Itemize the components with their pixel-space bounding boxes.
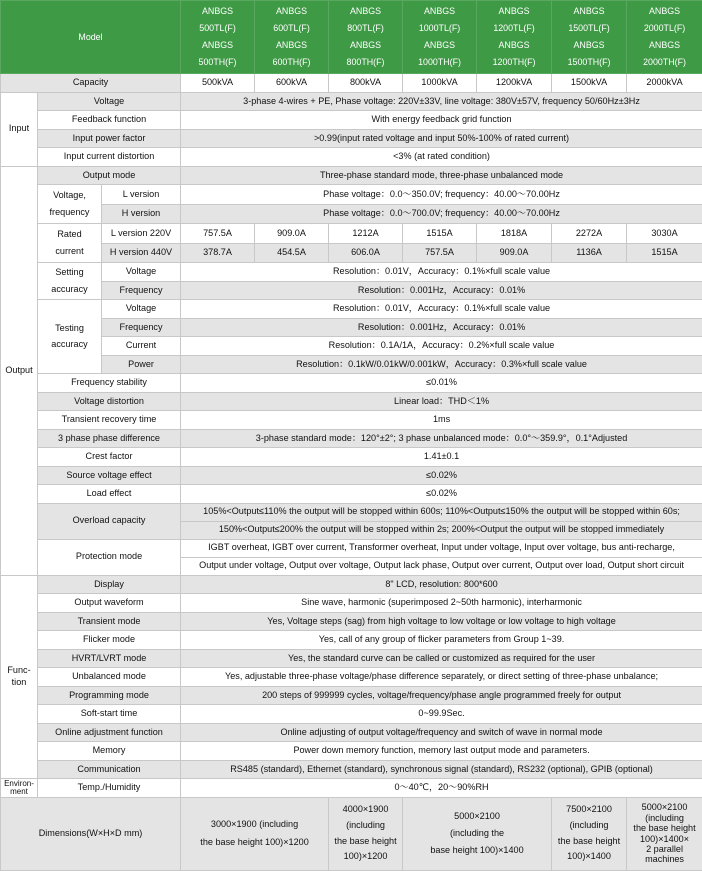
temp-label: Temp./Humidity [38,779,181,798]
volt-distortion-value: Linear load：THD＜1% [181,392,702,411]
model-header-row [1,1,702,74]
crest-row [1,448,702,467]
unbalanced-label: Unbalanced mode [38,668,181,687]
rated-current-l-row [1,224,702,244]
input-distortion-label: Input current distortion [38,148,181,167]
transient-row [1,411,702,430]
waveform-label: Output waveform [38,594,181,613]
rated-h-label: H version 440V [102,243,181,263]
capacity-value: 500kVA [181,74,255,93]
flicker-value: Yes, call of any group of flicker parameters from Group 1~39. [181,631,702,650]
capacity-label: Capacity [1,74,181,93]
model-cell: ANBGS 800TL(F) ANBGS 800TH(F) [329,1,403,74]
testing-current-label: Current [102,337,181,356]
input-distortion-row [1,148,702,167]
memory-row [1,742,702,761]
testing-voltage-label: Voltage [102,300,181,319]
setting-accuracy-label: Setting accuracy [38,263,102,300]
temp-row [1,779,702,798]
power-factor-value: >0.99(input rated voltage and input 50%-100% of rated current) [181,129,702,148]
setting-voltage-label: Voltage [102,263,181,282]
protection-line-1: IGBT overheat, IGBT over current, Transformer overheat, Input under voltage, Input over voltage, bus anti-recharge, [181,539,702,557]
model-cell: ANBGS 500TL(F) ANBGS 500TH(F) [181,1,255,74]
memory-value: Power down memory function, memory last output mode and parameters. [181,742,702,761]
rated-l-value: 1212A [329,224,403,244]
dimensions-value: 7500×2100 (including the base height 100)×1400 [552,797,627,870]
testing-power-label: Power [102,355,181,374]
capacity-value: 1200kVA [477,74,552,93]
transient-mode-label: Transient mode [38,612,181,631]
online-adj-label: Online adjustment function [38,723,181,742]
rated-current-h-row [1,243,702,263]
source-effect-label: Source voltage effect [38,466,181,485]
model-cell: ANBGS 1500TL(F) ANBGS 1500TH(F) [552,1,627,74]
l-version-value: Phase voltage：0.0～350.0V; frequency：40.00～70.00Hz [181,185,702,205]
testing-frequency-value: Resolution：0.001Hz，Accuracy：0.01% [181,318,702,337]
programming-label: Programming mode [38,686,181,705]
unbalanced-value: Yes, adjustable three-phase voltage/phase difference separately, or direct setting of three-phase unbalance; [181,668,702,687]
programming-value: 200 steps of 999999 cycles, voltage/frequency/phase angle programmed freely for output [181,686,702,705]
transient-label: Transient recovery time [38,411,181,430]
setting-frequency-row [1,281,702,300]
output-mode-value: Three-phase standard mode, three-phase unbalanced mode [181,166,702,185]
model-cell: ANBGS 600TL(F) ANBGS 600TH(F) [255,1,329,74]
freq-stability-label: Frequency stability [38,374,181,393]
dimensions-value: 5000×2100 (including the base height 100)×1400× 2 parallel machines [627,797,702,870]
hvrt-label: HVRT/LVRT mode [38,649,181,668]
phase-diff-row [1,429,702,448]
testing-voltage-value: Resolution：0.01V，Accuracy：0.1%×full scale value [181,300,702,319]
flicker-row [1,631,702,650]
load-effect-label: Load effect [38,485,181,504]
display-value: 8" LCD, resolution: 800*600 [181,575,702,594]
volt-distortion-label: Voltage distortion [38,392,181,411]
memory-label: Memory [38,742,181,761]
soft-start-row [1,705,702,724]
rated-l-value: 757.5A [181,224,255,244]
crest-value: 1.41±0.1 [181,448,702,467]
dimensions-row [1,797,702,870]
transient-value: 1ms [181,411,702,430]
capacity-value: 1000kVA [403,74,477,93]
feedback-label: Feedback function [38,111,181,130]
rated-l-label: L version 220V [102,224,181,244]
input-distortion-value: <3% (at rated condition) [181,148,702,167]
communication-value: RS485 (standard), Ethernet (standard), synchronous signal (standard), RS232 (optional), GPIB (optional) [181,760,702,779]
setting-voltage-row [1,263,702,282]
model-label: Model [1,1,181,74]
rated-l-value: 2272A [552,224,627,244]
flicker-label: Flicker mode [38,631,181,650]
online-adj-row [1,723,702,742]
testing-current-row [1,337,702,356]
testing-frequency-row [1,318,702,337]
setting-frequency-value: Resolution：0.001Hz，Accuracy：0.01% [181,281,702,300]
capacity-value: 2000kVA [627,74,702,93]
testing-accuracy-label: Testing accuracy [38,300,102,374]
rated-h-value: 1515A [627,243,702,263]
model-cell: ANBGS 1000TL(F) ANBGS 1000TH(F) [403,1,477,74]
waveform-value: Sine wave, harmonic (superimposed 2~50th harmonic), interharmonic [181,594,702,613]
soft-start-value: 0~99.9Sec. [181,705,702,724]
load-effect-value: ≤0.02% [181,485,702,504]
waveform-row [1,594,702,613]
online-adj-value: Online adjusting of output voltage/frequency and switch of wave in normal mode [181,723,702,742]
protection-label: Protection mode [38,539,181,575]
power-factor-row [1,129,702,148]
feedback-value: With energy feedback grid function [181,111,702,130]
rated-l-value: 1818A [477,224,552,244]
hvrt-row [1,649,702,668]
overload-label: Overload capacity [38,503,181,539]
volt-freq-l-row [1,185,702,205]
rated-current-label: Rated current [38,224,102,263]
rated-h-value: 454.5A [255,243,329,263]
dimensions-value: 4000×1900 (including the base height 100)×1200 [329,797,403,870]
rated-h-value: 606.0A [329,243,403,263]
input-voltage-label: Voltage [38,92,181,111]
h-version-value: Phase voltage：0.0～700.0V; frequency：40.00～70.00Hz [181,204,702,224]
model-cell: ANBGS 1200TL(F) ANBGS 1200TH(F) [477,1,552,74]
input-voltage-row [1,92,702,111]
rated-l-value: 1515A [403,224,477,244]
function-section-label: Func- tion [1,575,38,779]
capacity-value: 1500kVA [552,74,627,93]
setting-frequency-label: Frequency [102,281,181,300]
rated-h-value: 1136A [552,243,627,263]
freq-stability-row [1,374,702,393]
load-effect-row [1,485,702,504]
communication-row [1,760,702,779]
crest-label: Crest factor [38,448,181,467]
rated-h-value: 378.7A [181,243,255,263]
phase-diff-value: 3-phase standard mode：120°±2°; 3 phase unbalanced mode：0.0°～359.9°，0.1°Adjusted [181,429,702,448]
volt-distortion-row [1,392,702,411]
volt-freq-label: Voltage, frequency [38,185,102,224]
phase-diff-label: 3 phase phase difference [38,429,181,448]
overload-line-1: 105%<Output≤110% the output will be stopped within 600s; 110%<Output≤150% the output will be stopped within 60s; [181,503,702,521]
overload-line-2: 150%<Output≤200% the output will be stopped within 2s; 200%<Output the output will be stopped immediately [181,521,702,539]
freq-stability-value: ≤0.01% [181,374,702,393]
communication-label: Communication [38,760,181,779]
volt-freq-h-row [1,204,702,224]
transient-mode-value: Yes, Voltage steps (sag) from high voltage to low voltage or low voltage to high voltage [181,612,702,631]
programming-row [1,686,702,705]
hvrt-value: Yes, the standard curve can be called or customized as required for the user [181,649,702,668]
capacity-value: 600kVA [255,74,329,93]
dimensions-label: Dimensions(W×H×D mm) [1,797,181,870]
testing-frequency-label: Frequency [102,318,181,337]
dimensions-value: 3000×1900 (including the base height 100)×1200 [181,797,329,870]
h-version-label: H version [102,204,181,224]
testing-current-value: Resolution：0.1A/1A，Accuracy：0.2%×full scale value [181,337,702,356]
capacity-row [1,74,702,93]
input-voltage-value: 3-phase 4-wires + PE, Phase voltage: 220V±33V, line voltage: 380V±57V, frequency 50/60Hz±3Hz [181,92,702,111]
l-version-label: L version [102,185,181,205]
testing-power-row [1,355,702,374]
output-mode-label: Output mode [38,166,181,185]
testing-voltage-row [1,300,702,319]
setting-voltage-value: Resolution：0.01V，Accuracy：0.1%×full scale value [181,263,702,282]
temp-value: 0～40℃，20～90%RH [181,779,702,798]
overload-row-1 [1,503,702,521]
source-effect-row [1,466,702,485]
unbalanced-row [1,668,702,687]
rated-h-value: 909.0A [477,243,552,263]
display-label: Display [38,575,181,594]
rated-h-value: 757.5A [403,243,477,263]
soft-start-label: Soft-start time [38,705,181,724]
rated-l-value: 3030A [627,224,702,244]
input-section-label: Input [1,92,38,166]
capacity-value: 800kVA [329,74,403,93]
output-mode-row [1,166,702,185]
rated-l-value: 909.0A [255,224,329,244]
output-section-label: Output [1,166,38,575]
model-cell: ANBGS 2000TL(F) ANBGS 2000TH(F) [627,1,702,74]
protection-row-1 [1,539,702,557]
dimensions-value: 5000×2100 (including the base height 100)×1400 [403,797,552,870]
testing-power-value: Resolution：0.1kW/0.01kW/0.001kW，Accuracy：0.3%×full scale value [181,355,702,374]
power-factor-label: Input power factor [38,129,181,148]
environment-section-label: Environ- ment [1,779,38,798]
transient-mode-row [1,612,702,631]
feedback-row [1,111,702,130]
source-effect-value: ≤0.02% [181,466,702,485]
protection-line-2: Output under voltage, Output over voltage, Output lack phase, Output over current, Output over load, Output short circuit [181,557,702,575]
display-row [1,575,702,594]
